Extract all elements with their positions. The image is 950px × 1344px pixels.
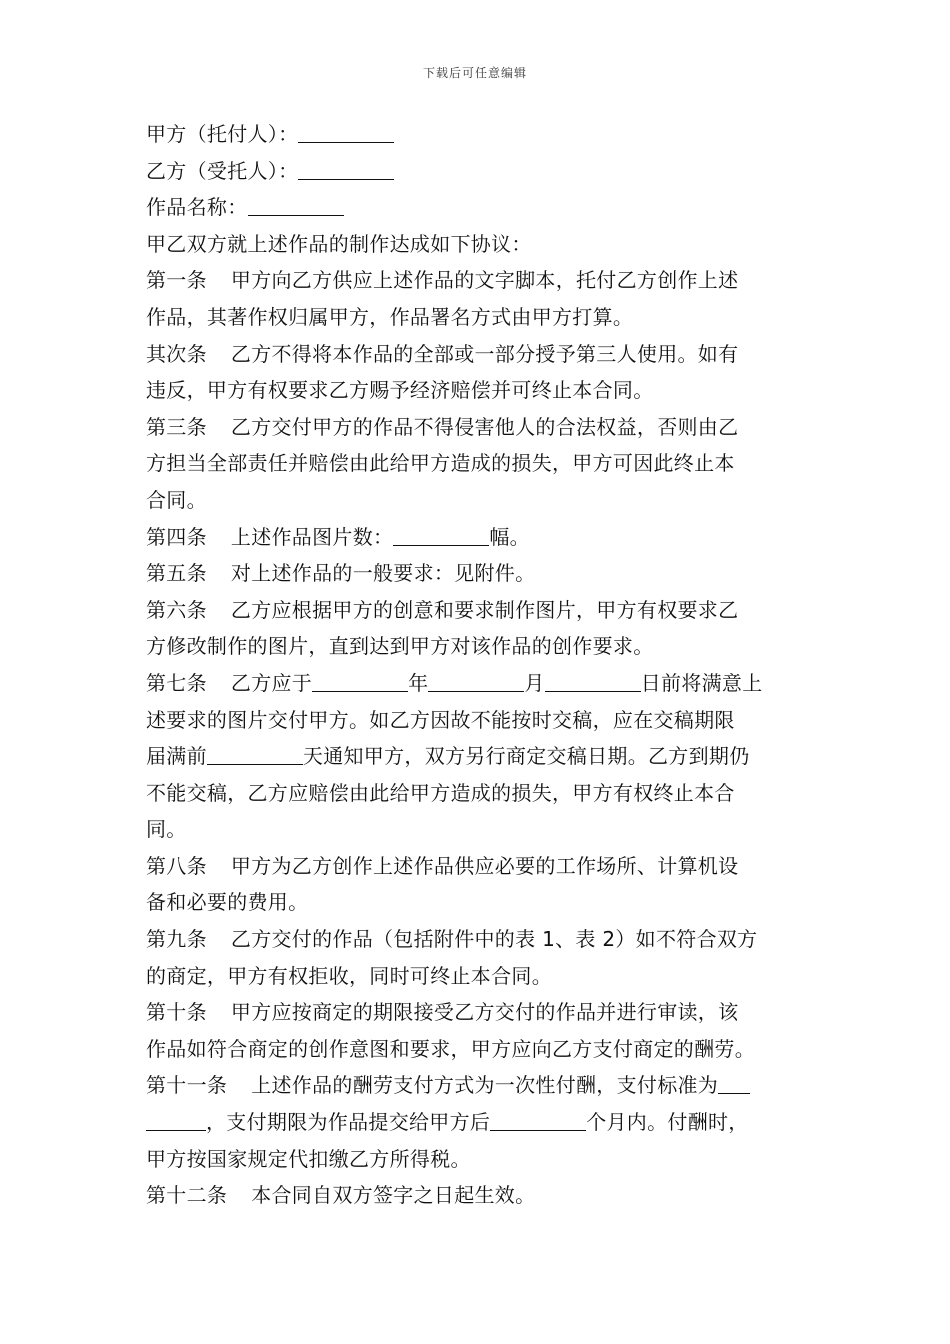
article-9-line-1 [146,921,810,958]
article-text: 本合同自双方签字之日起生效。 [251,1183,536,1208]
article-text: 乙方交付的作品（包括附件中的表 1、表 2）如不符合双方 [230,927,758,952]
work-name-line [146,189,810,226]
contract-body [146,116,810,1214]
article-number: 第十一条 [146,1073,228,1098]
article-3-line-1 [146,409,810,446]
article-2-line-1 [146,336,810,373]
article-8-line-1 [146,848,810,885]
intro-line: 甲乙双方就上述作品的制作达成如下协议： [146,231,532,256]
article-number: 第五条 [146,561,207,586]
party-b-line [146,153,810,190]
article-text: 上述作品的酬劳支付方式为一次性付酬，支付标准为 [251,1073,719,1098]
article-number: 第六条 [146,597,207,622]
payment-standard-blank-b [146,1108,206,1131]
payment-months-blank [490,1108,586,1131]
article-number: 第三条 [146,414,207,439]
article-number: 第四条 [146,524,207,549]
day-blank [545,669,641,692]
article-text: 上述作品图片数： [230,524,394,549]
article-number: 第十条 [146,1000,207,1025]
month-blank [428,669,524,692]
article-12-line-1 [146,1177,810,1214]
article-number: 第九条 [146,927,207,952]
article-text: 乙方应根据甲方的创意和要求制作图片，甲方有权要求乙 [230,597,739,622]
article-text: 日前将满意上 [640,670,763,695]
article-text: 甲方向乙方供应上述作品的文字脚本，托付乙方创作上述 [230,268,739,293]
article-number: 第十二条 [146,1183,228,1208]
article-text: ，支付期限为作品提交给甲方后 [206,1110,491,1135]
article-11-line-2 [146,1104,810,1141]
work-name-blank [248,193,344,216]
year-label: 年 [408,670,429,695]
article-11-line-3: 甲方按国家规定代扣缴乙方所得税。 [146,1146,471,1171]
article-number: 第一条 [146,268,207,293]
work-name-label: 作品名称： [146,195,248,220]
article-7-line-1 [146,665,810,702]
month-label: 月 [524,670,545,695]
article-6-line-2: 方修改制作的图片，直到达到甲方对该作品的创作要求。 [146,634,654,659]
article-1-line-2: 作品，其著作权归属甲方，作品署名方式由甲方打算。 [146,304,634,329]
article-text: 届满前 [146,744,207,769]
payment-standard-blank-a [718,1071,750,1094]
picture-count-blank [393,523,489,546]
article-text: 对上述作品的一般要求：见附件。 [230,561,536,586]
party-b-blank [298,157,394,180]
article-2-line-2: 违反，甲方有权要求乙方赐予经济赔偿并可终止本合同。 [146,378,654,403]
article-text: 乙方交付甲方的作品不得侵害他人的合法权益，否则由乙 [230,414,739,439]
article-1-line-1 [146,262,810,299]
article-11-line-1 [146,1067,810,1104]
article-text: 甲方为乙方创作上述作品供应必要的工作场所、计算机设 [230,853,739,878]
article-3-line-3: 合同。 [146,487,207,512]
article-8-line-2: 备和必要的费用。 [146,890,309,915]
article-number: 第八条 [146,853,207,878]
article-4-line-1 [146,519,810,556]
article-7-line-4: 不能交稿，乙方应赔偿由此给甲方造成的损失，甲方有权终止本合 [146,780,735,805]
article-text: 甲方应按商定的期限接受乙方交付的作品并进行审读，该 [230,1000,739,1025]
notice-days-blank [207,742,303,765]
article-6-line-1 [146,592,810,629]
article-10-line-2: 作品如符合商定的创作意图和要求，甲方应向乙方支付商定的酬劳。 [146,1036,755,1061]
article-3-line-2: 方担当全部责任并赔偿由此给甲方造成的损失，甲方可因此终止本 [146,451,735,476]
year-blank [312,669,408,692]
article-text: 个月内。付酬时， [586,1110,749,1135]
article-text: 乙方不得将本作品的全部或一部分授予第三人使用。如有 [230,341,739,366]
article-number: 其次条 [146,341,207,366]
party-b-label: 乙方（受托人）： [146,158,299,183]
article-text: 天通知甲方，双方另行商定交稿日期。乙方到期仍 [302,744,750,769]
article-text: 幅。 [489,524,530,549]
party-a-blank [298,120,394,143]
article-7-line-2: 述要求的图片交付甲方。如乙方因故不能按时交稿，应在交稿期限 [146,707,735,732]
article-10-line-1 [146,994,810,1031]
page-header: 下载后可任意编辑 [422,66,527,80]
party-a-label: 甲方（托付人）： [146,122,299,146]
party-a-line [146,116,810,153]
article-7-line-5: 同。 [146,817,187,842]
article-number: 第七条 [146,670,207,695]
article-9-line-2: 的商定，甲方有权拒收，同时可终止本合同。 [146,963,552,988]
article-text: 乙方应于 [230,670,313,695]
article-7-line-3 [146,738,810,775]
article-5-line-1 [146,555,810,592]
